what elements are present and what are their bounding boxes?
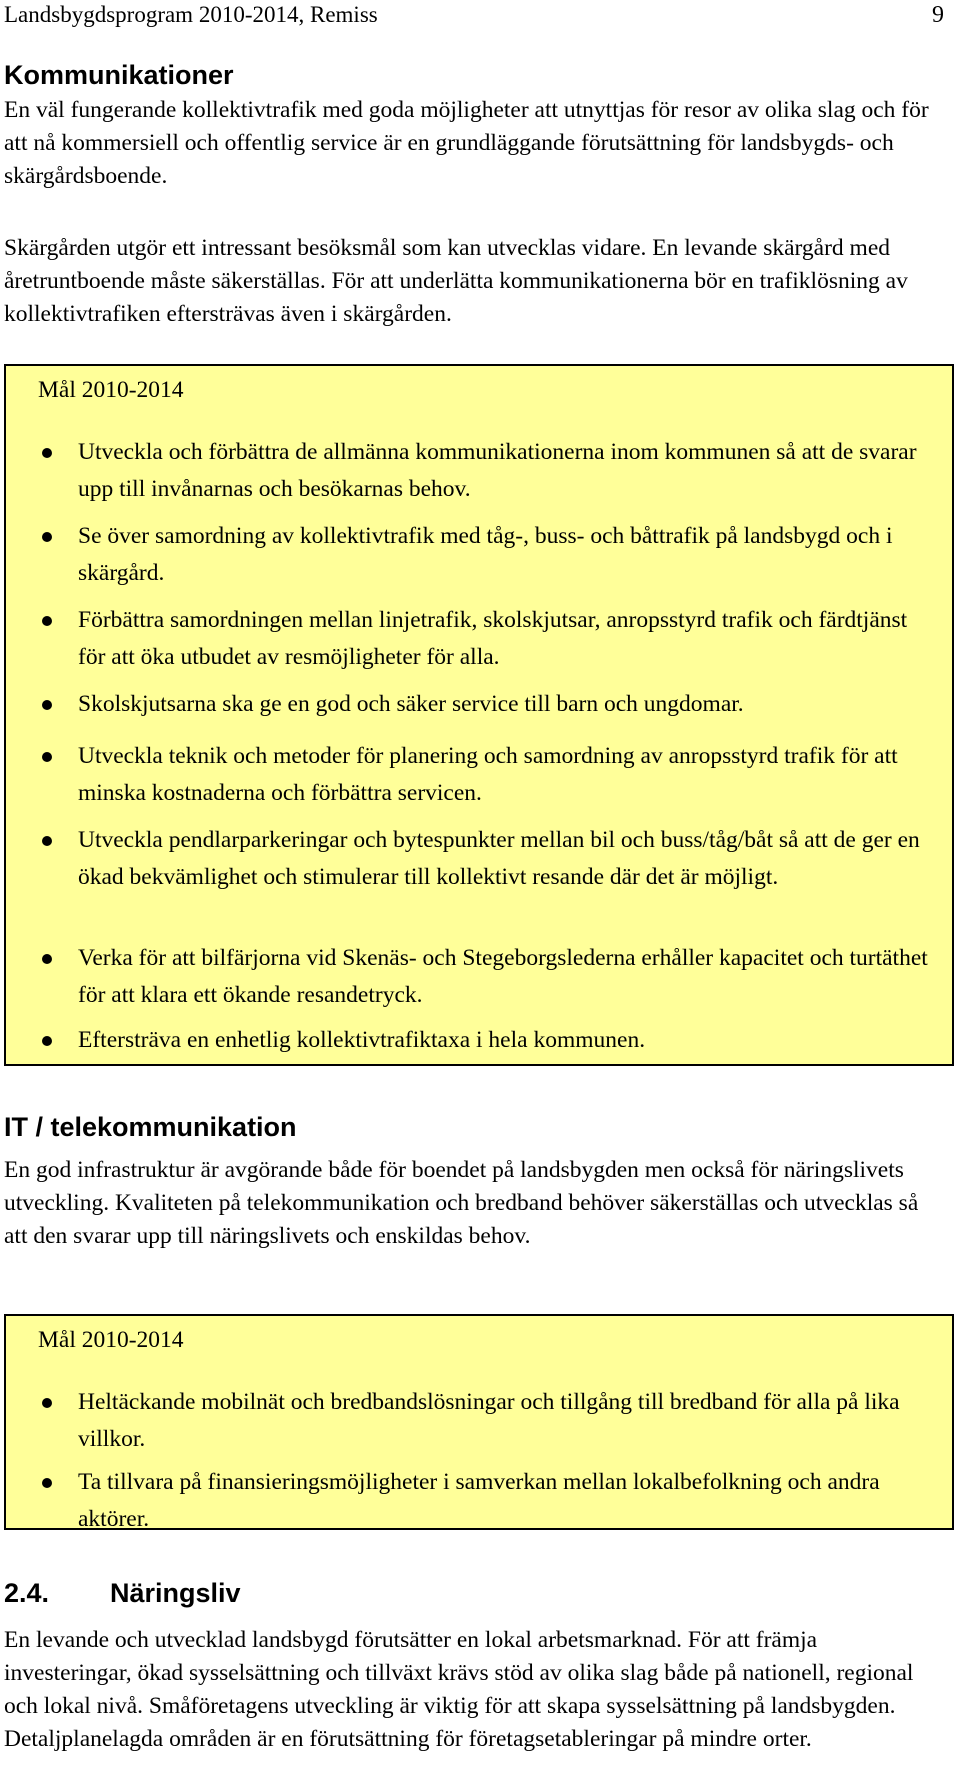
communications-archipelago xyxy=(4,232,934,331)
bullet-icon xyxy=(42,1398,52,1408)
goals-title: Mål 2010-2014 xyxy=(38,377,184,403)
goal-text: Utveckla och förbättra de allmänna kommunikationerna inom kommunen så att de svarar upp till invånarnas och besökarnas behov. xyxy=(78,439,917,502)
business-intro xyxy=(4,1624,934,1756)
bullet-icon xyxy=(42,448,52,458)
goal-text: Eftersträva en enhetlig kollektivtrafiktaxa i hela kommunen. xyxy=(78,1027,646,1053)
communications-intro xyxy=(4,94,934,193)
goal-text: Heltäckande mobilnät och bredbandslösningar och tillgång till bredband för alla på lika villkor. xyxy=(78,1389,900,1452)
bullet-icon xyxy=(42,836,52,846)
paragraph: En levande och utvecklad landsbygd förutsätter en lokal arbetsmarknad. För att främja investeringar, ökad sysselsättning och tillväxt krävs stöd av olika slag både på nationell, regional och lokal nivå. Småföretagens utveckling är viktig för att skapa sysselsättning på landsbygden. Detaljplanelagda områden är en förutsättning för företagsetableringar på mindre orter. xyxy=(4,1627,914,1752)
section-number: 2.4. xyxy=(4,1578,50,1608)
document-title: Landsbygdsprogram 2010-2014, Remiss xyxy=(4,2,378,27)
heading-naringsliv: Näringsliv xyxy=(110,1578,241,1608)
bullet-icon xyxy=(42,1478,52,1488)
goal-text: Ta tillvara på finansieringsmöjligheter i samverkan mellan lokalbefolkning och andra aktörer. xyxy=(78,1469,880,1532)
bullet-icon xyxy=(42,532,52,542)
heading-it-telekommunikation: IT / telekommunikation xyxy=(4,1112,297,1142)
bullet-icon xyxy=(42,1036,52,1046)
page-header xyxy=(4,0,944,32)
paragraph: Skärgården utgör ett intressant besöksmål som kan utvecklas vidare. En levande skärgård med åretruntboende måste säkerställas. För att underlätta kommunikationerna bör en trafiklösning av kollektivtrafiken eftersträvas även i skärgården. xyxy=(4,235,908,327)
goals-title: Mål 2010-2014 xyxy=(38,1327,184,1353)
goal-text: Förbättra samordningen mellan linjetrafik, skolskjutsar, anropsstyrd trafik och färdtjänst för att öka utbudet av resmöjligheter för alla. xyxy=(78,607,908,670)
goals-box-communications xyxy=(4,364,954,1066)
bullet-icon xyxy=(42,954,52,964)
goal-text: Se över samordning av kollektivtrafik med tåg-, buss- och båttrafik på landsbygd och i skärgård. xyxy=(78,523,893,586)
goal-text: Utveckla teknik och metoder för planering och samordning av anropsstyrd trafik för att minska kostnaderna och förbättra servicen. xyxy=(78,743,898,806)
page-number: 9 xyxy=(932,2,944,28)
goals-box-it xyxy=(4,1314,954,1530)
bullet-icon xyxy=(42,700,52,710)
paragraph: En god infrastruktur är avgörande både för boendet på landsbygden men också för näringslivets utveckling. Kvaliteten på telekommunikation och bredband behöver säkerställas och utvecklas så att den svarar upp till näringslivets och enskildas behov. xyxy=(4,1157,919,1249)
goal-text: Utveckla pendlarparkeringar och bytespunkter mellan bil och buss/tåg/båt så att de ger en ökad bekvämlighet och stimulerar till kollektivt resande där det är möjligt. xyxy=(78,827,920,890)
goal-text: Verka för att bilfärjorna vid Skenäs- och Stegeborgslederna erhåller kapacitet och turtäthet för att klara ett ökande resandetryck. xyxy=(78,945,928,1008)
paragraph: En väl fungerande kollektivtrafik med goda möjligheter att utnyttjas för resor av olika slag och för att nå kommersiell och offentlig service är en grundläggande förutsättning för landsbygds- och skärgårdsboende. xyxy=(4,97,929,189)
heading-kommunikationer: Kommunikationer xyxy=(4,60,234,90)
it-intro xyxy=(4,1154,934,1253)
bullet-icon xyxy=(42,616,52,626)
bullet-icon xyxy=(42,752,52,762)
goal-text: Skolskjutsarna ska ge en god och säker service till barn och ungdomar. xyxy=(78,691,744,717)
